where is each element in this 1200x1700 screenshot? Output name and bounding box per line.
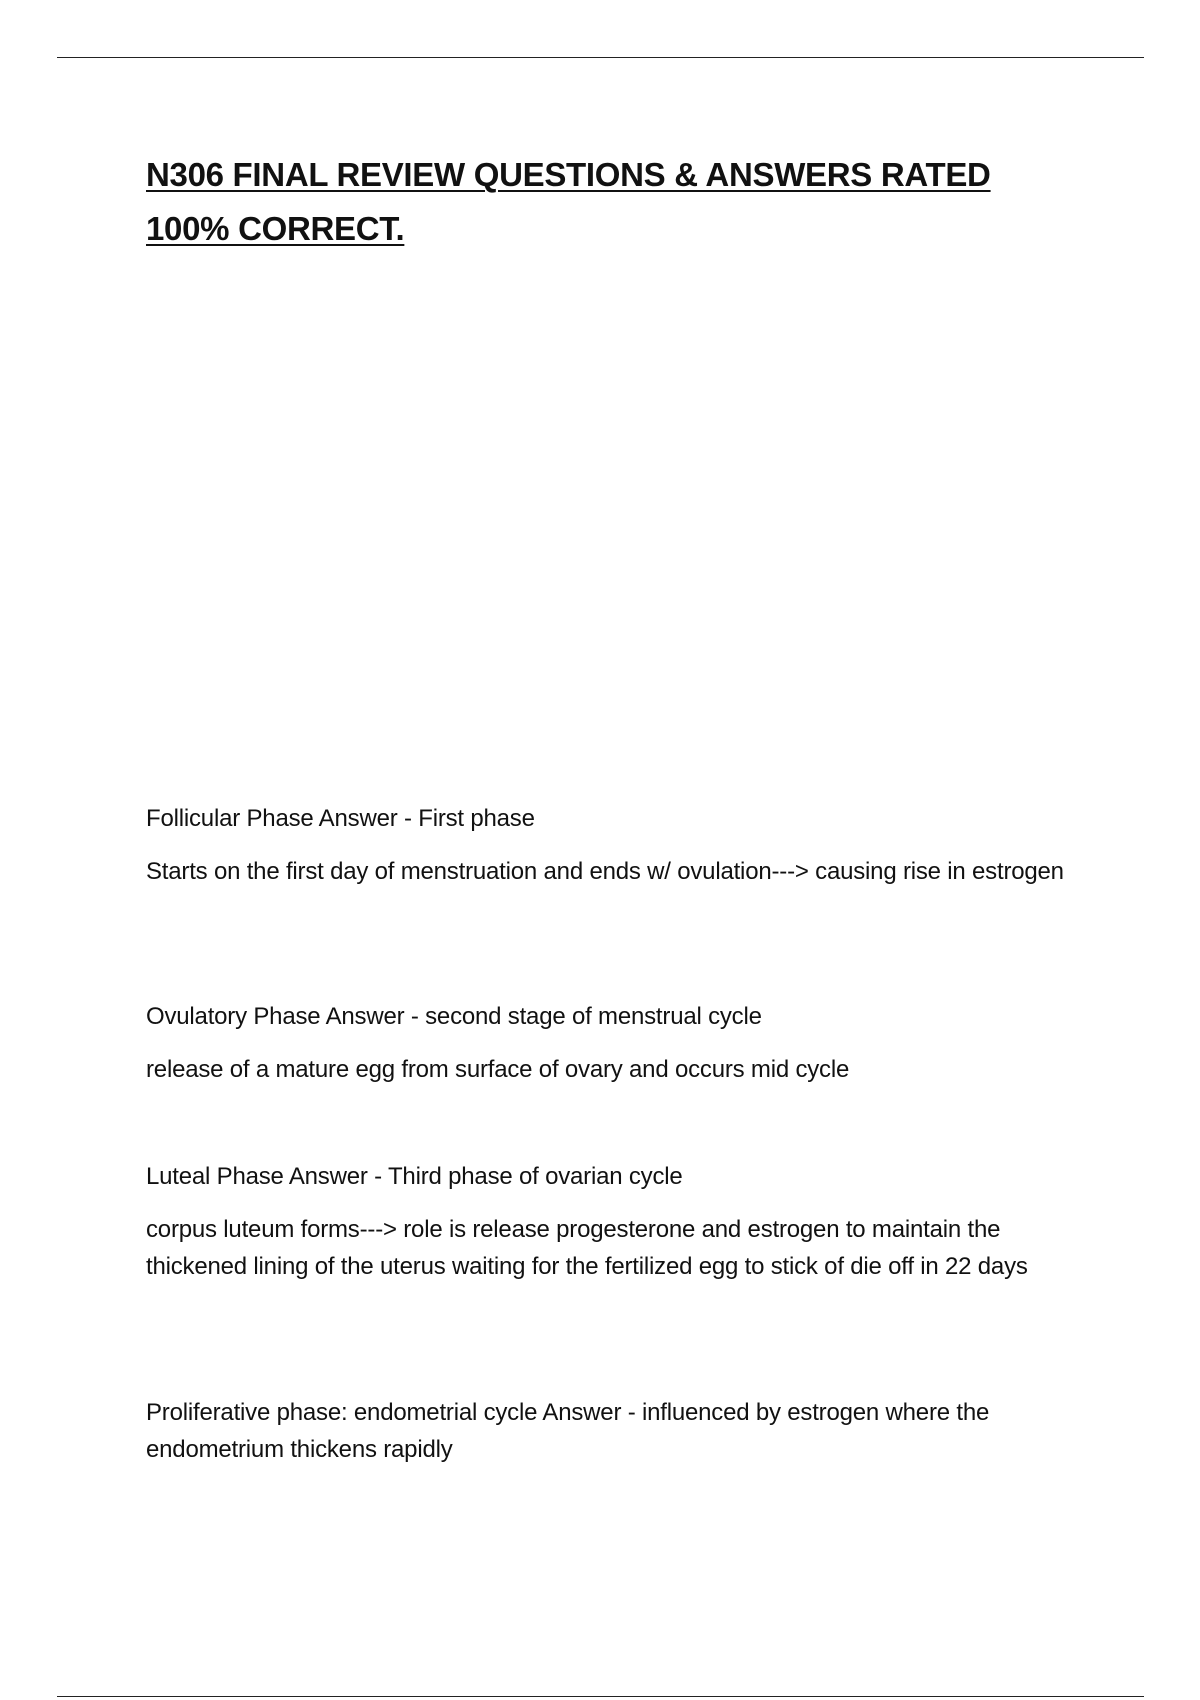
question-answer-line: Proliferative phase: endometrial cycle Answer - influenced by estrogen where the endometrium thickens rapidly — [146, 1399, 990, 1463]
question-answer-line: Luteal Phase Answer - Third phase of ovarian cycle — [146, 1163, 683, 1190]
bottom-divider — [57, 1696, 1144, 1697]
top-divider — [57, 57, 1144, 58]
question-answer-line: Ovulatory Phase Answer - second stage of menstrual cycle — [146, 1003, 762, 1030]
qa-item-proliferative — [146, 1394, 1066, 1468]
answer-detail: corpus luteum forms---> role is release progesterone and estrogen to maintain the thickened lining of the uterus waiting for the fertilized egg to stick of die off in 22 days — [146, 1216, 1028, 1280]
qa-item-luteal — [146, 1158, 1066, 1285]
qa-item-ovulatory — [146, 998, 1066, 1088]
answer-detail: Starts on the first day of menstruation and ends w/ ovulation---> causing rise in estrogen — [146, 858, 1064, 885]
qa-item-follicular — [146, 800, 1066, 890]
document-title: N306 FINAL REVIEW QUESTIONS & ANSWERS RATED 100% CORRECT. — [146, 156, 991, 247]
answer-detail: release of a mature egg from surface of ovary and occurs mid cycle — [146, 1056, 850, 1083]
question-answer-line: Follicular Phase Answer - First phase — [146, 805, 535, 832]
